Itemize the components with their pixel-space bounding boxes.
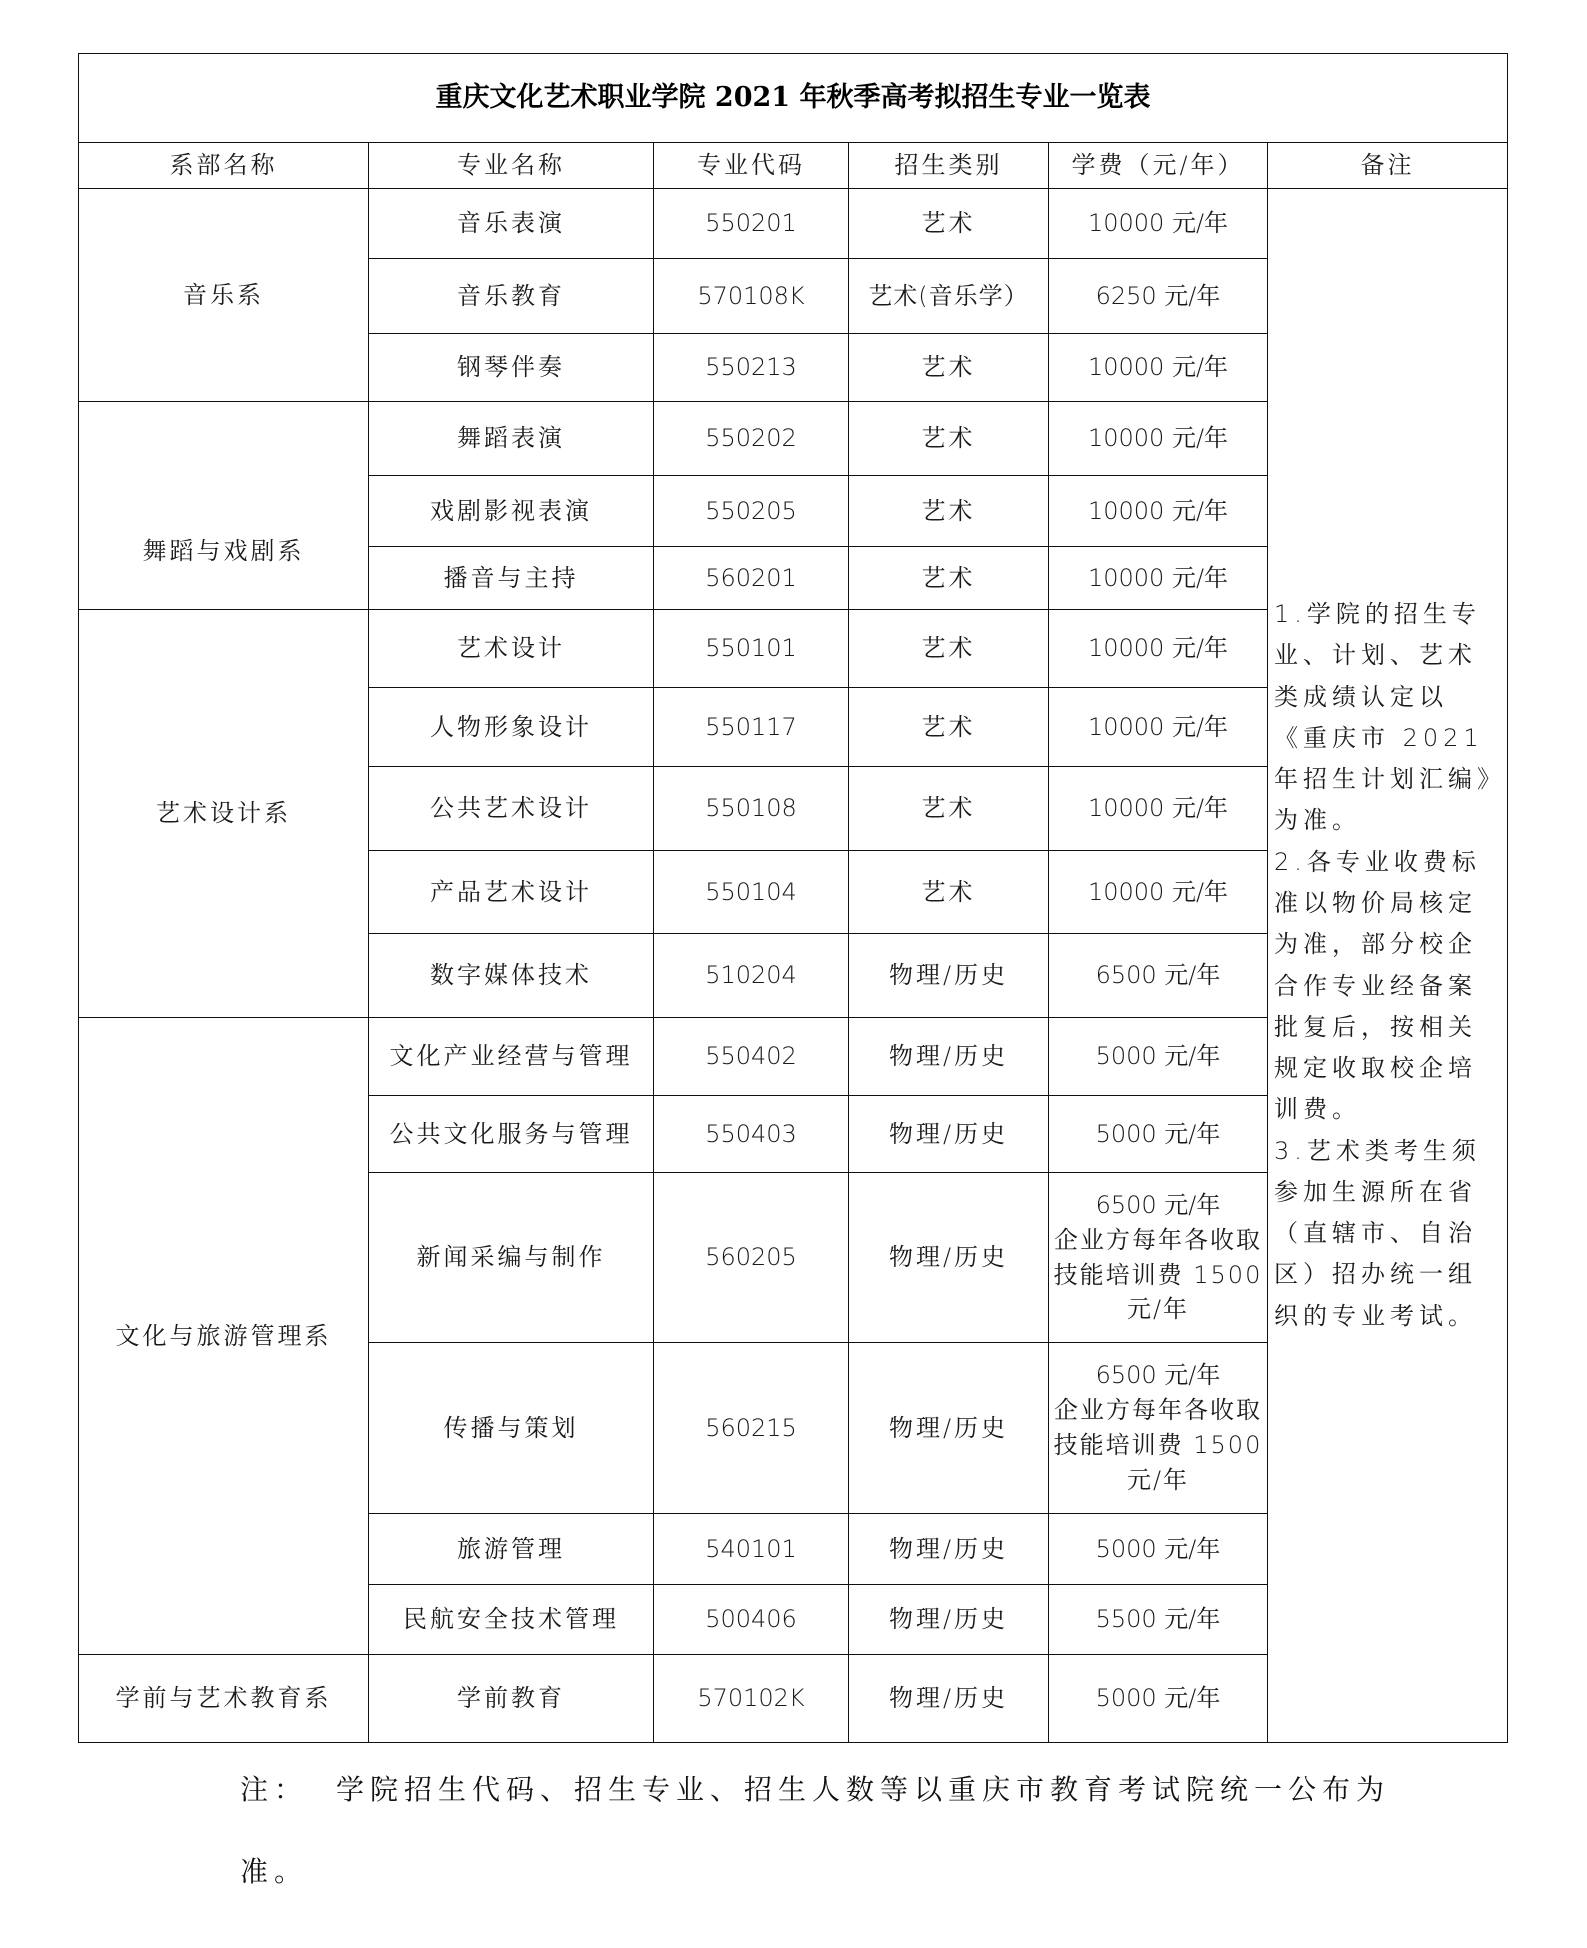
header-category: 招生类别: [849, 143, 1049, 189]
category-cell: 物理/历史: [849, 1655, 1049, 1743]
category-cell: 艺术: [849, 688, 1049, 767]
tuition-note: 企业方每年各收取技能培训费 1500 元/年: [1053, 1225, 1263, 1324]
code-cell: 500406: [654, 1585, 849, 1655]
major-cell: 数字媒体技术: [369, 934, 654, 1018]
tuition-cell: [1049, 1343, 1268, 1514]
tuition-cell: 10000 元/年: [1049, 476, 1268, 547]
tuition-cell: 5000 元/年: [1049, 1655, 1268, 1743]
header-major: 专业名称: [369, 143, 654, 189]
major-cell: 文化产业经营与管理: [369, 1018, 654, 1096]
code-cell: 550201: [654, 189, 849, 259]
major-cell: 舞蹈表演: [369, 402, 654, 476]
header-code: 专业代码: [654, 143, 849, 189]
major-cell: 音乐教育: [369, 259, 654, 334]
footnote: [240, 1768, 1390, 1808]
major-cell: 公共文化服务与管理: [369, 1096, 654, 1173]
major-cell: 人物形象设计: [369, 688, 654, 767]
tuition-cell: 10000 元/年: [1049, 547, 1268, 610]
code-cell: 550108: [654, 767, 849, 851]
code-cell: 550213: [654, 334, 849, 402]
category-cell: 艺术: [849, 547, 1049, 610]
enrollment-table: [78, 53, 1508, 1743]
tuition-note: 企业方每年各收取技能培训费 1500 元/年: [1053, 1396, 1263, 1494]
category-cell: 艺术: [849, 476, 1049, 547]
tuition-cell: 5000 元/年: [1049, 1514, 1268, 1585]
major-cell: 学前教育: [369, 1655, 654, 1743]
category-cell: 物理/历史: [849, 1343, 1049, 1514]
table-row: [79, 189, 1508, 259]
tuition-cell: 10000 元/年: [1049, 688, 1268, 767]
major-cell: 产品艺术设计: [369, 851, 654, 934]
category-cell: 艺术: [849, 402, 1049, 476]
major-cell: 音乐表演: [369, 189, 654, 259]
remark-item: 3.艺术类考生须参加生源所在省（直辖市、自治区）招办统一组织的专业考试。: [1274, 1136, 1481, 1330]
category-cell: 艺术(音乐学）: [849, 259, 1049, 334]
header-row: [79, 143, 1508, 189]
tuition-cell: 10000 元/年: [1049, 189, 1268, 259]
category-cell: 艺术: [849, 334, 1049, 402]
major-cell: 民航安全技术管理: [369, 1585, 654, 1655]
remark-item: 1.学院的招生专业、计划、艺术类成绩认定以《重庆市 2021 年招生计划汇编》为准。: [1274, 600, 1494, 835]
tuition-amount: 6500 元/年: [1095, 1361, 1221, 1390]
tuition-cell: 10000 元/年: [1049, 402, 1268, 476]
category-cell: 物理/历史: [849, 1514, 1049, 1585]
major-cell: 公共艺术设计: [369, 767, 654, 851]
tuition-cell: 10000 元/年: [1049, 610, 1268, 688]
code-cell: 550205: [654, 476, 849, 547]
code-cell: 550117: [654, 688, 849, 767]
category-cell: 物理/历史: [849, 1096, 1049, 1173]
major-cell: 钢琴伴奏: [369, 334, 654, 402]
major-cell: 旅游管理: [369, 1514, 654, 1585]
header-department: 系部名称: [79, 143, 369, 189]
tuition-cell: 10000 元/年: [1049, 851, 1268, 934]
category-cell: 艺术: [849, 189, 1049, 259]
code-cell: 560205: [654, 1173, 849, 1343]
category-cell: 物理/历史: [849, 1018, 1049, 1096]
code-cell: 550403: [654, 1096, 849, 1173]
code-cell: 550104: [654, 851, 849, 934]
footnote-continuation: 准。: [240, 1855, 309, 1888]
footnote-label: 注：: [240, 1773, 309, 1806]
category-cell: 物理/历史: [849, 1585, 1049, 1655]
code-cell: 510204: [654, 934, 849, 1018]
code-cell: 560201: [654, 547, 849, 610]
remarks-cell: [1268, 189, 1508, 1743]
footnote-text: 学院招生代码、招生专业、招生人数等以重庆市教育考试院统一公布为: [336, 1773, 1391, 1806]
major-cell: 播音与主持: [369, 547, 654, 610]
code-cell: 570102K: [654, 1655, 849, 1743]
tuition-cell: 6500 元/年: [1049, 934, 1268, 1018]
category-cell: 艺术: [849, 610, 1049, 688]
major-cell: 艺术设计: [369, 610, 654, 688]
remark-item: 2.各专业收费标准以物价局核定为准，部分校企合作专业经备案批复后，按相关规定收取校企培训费。: [1274, 847, 1481, 1124]
tuition-cell: 5000 元/年: [1049, 1018, 1268, 1096]
department-cell: 舞蹈与戏剧系: [79, 402, 369, 610]
category-cell: 艺术: [849, 767, 1049, 851]
department-cell: 文化与旅游管理系: [79, 1018, 369, 1655]
tuition-cell: [1049, 1173, 1268, 1343]
tuition-cell: 5000 元/年: [1049, 1096, 1268, 1173]
code-cell: 540101: [654, 1514, 849, 1585]
major-cell: 戏剧影视表演: [369, 476, 654, 547]
tuition-cell: 6250 元/年: [1049, 259, 1268, 334]
department-cell: 音乐系: [79, 189, 369, 402]
code-cell: 570108K: [654, 259, 849, 334]
code-cell: 550402: [654, 1018, 849, 1096]
department-cell: 学前与艺术教育系: [79, 1655, 369, 1743]
tuition-cell: 10000 元/年: [1049, 334, 1268, 402]
code-cell: 560215: [654, 1343, 849, 1514]
tuition-amount: 6500 元/年: [1095, 1190, 1221, 1219]
header-remarks: 备注: [1268, 143, 1508, 189]
major-cell: 传播与策划: [369, 1343, 654, 1514]
category-cell: 物理/历史: [849, 934, 1049, 1018]
header-tuition: 学费（元/年）: [1049, 143, 1268, 189]
code-cell: 550101: [654, 610, 849, 688]
code-cell: 550202: [654, 402, 849, 476]
tuition-cell: 10000 元/年: [1049, 767, 1268, 851]
tuition-cell: 5500 元/年: [1049, 1585, 1268, 1655]
page-title: 重庆文化艺术职业学院 2021 年秋季高考拟招生专业一览表: [79, 54, 1508, 143]
category-cell: 艺术: [849, 851, 1049, 934]
category-cell: 物理/历史: [849, 1173, 1049, 1343]
department-cell: 艺术设计系: [79, 610, 369, 1018]
major-cell: 新闻采编与制作: [369, 1173, 654, 1343]
